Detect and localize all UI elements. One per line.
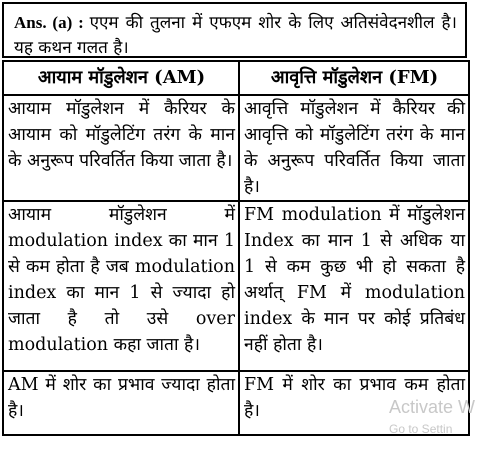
cell-fm: FM modulation में मॉडुलेशन Index का मान 1 से अधिक या 1 से कम कुछ भी हो सकता है अर्थात् FM में modulation index के मान पर कोई प्रतिबंध नहीं होता है। (239, 201, 469, 371)
table-row (3, 95, 469, 201)
watermark-subtitle: Go to Settin (389, 422, 453, 436)
header-am: आयाम मॉडुलेशन (AM) (3, 61, 239, 95)
table-row (3, 371, 469, 435)
cell-fm: आवृत्ति मॉडुलेशन में कैरियर की आवृत्ति को मॉडुलेटिंग तरंग के मान के अनुरूप परिवर्तित किया जाता है। (239, 95, 469, 201)
answer-box (2, 2, 467, 58)
answer-separator: : (72, 13, 90, 32)
cell-fm: FM में शोर का प्रभाव कम होता है। (239, 371, 469, 435)
table-header-row (3, 61, 469, 95)
header-fm: आवृत्ति मॉडुलेशन (FM) (239, 61, 469, 95)
answer-label: Ans. (a) (14, 13, 73, 32)
table-row (3, 201, 469, 371)
watermark-title: Activate W (389, 397, 476, 417)
answer-text: एएम की तुलना में एफएम शोर के लिए अतिसंवेदनशील है। यह कथन गलत है। (14, 13, 457, 58)
cell-am: आयाम मॉडुलेशन में modulation index का मान 1 से कम होता है जब modulation index का मान 1 से ज्यादा हो जाता है तो उसे over modulation कहा जाता है। (3, 201, 239, 371)
comparison-table (2, 60, 470, 436)
cell-am: आयाम मॉडुलेशन में कैरियर के आयाम को मॉडुलेटिंग तरंग के मान के अनुरूप परिवर्तित किया जाता है। (3, 95, 239, 201)
cell-am: AM में शोर का प्रभाव ज्यादा होता है। (3, 371, 239, 435)
